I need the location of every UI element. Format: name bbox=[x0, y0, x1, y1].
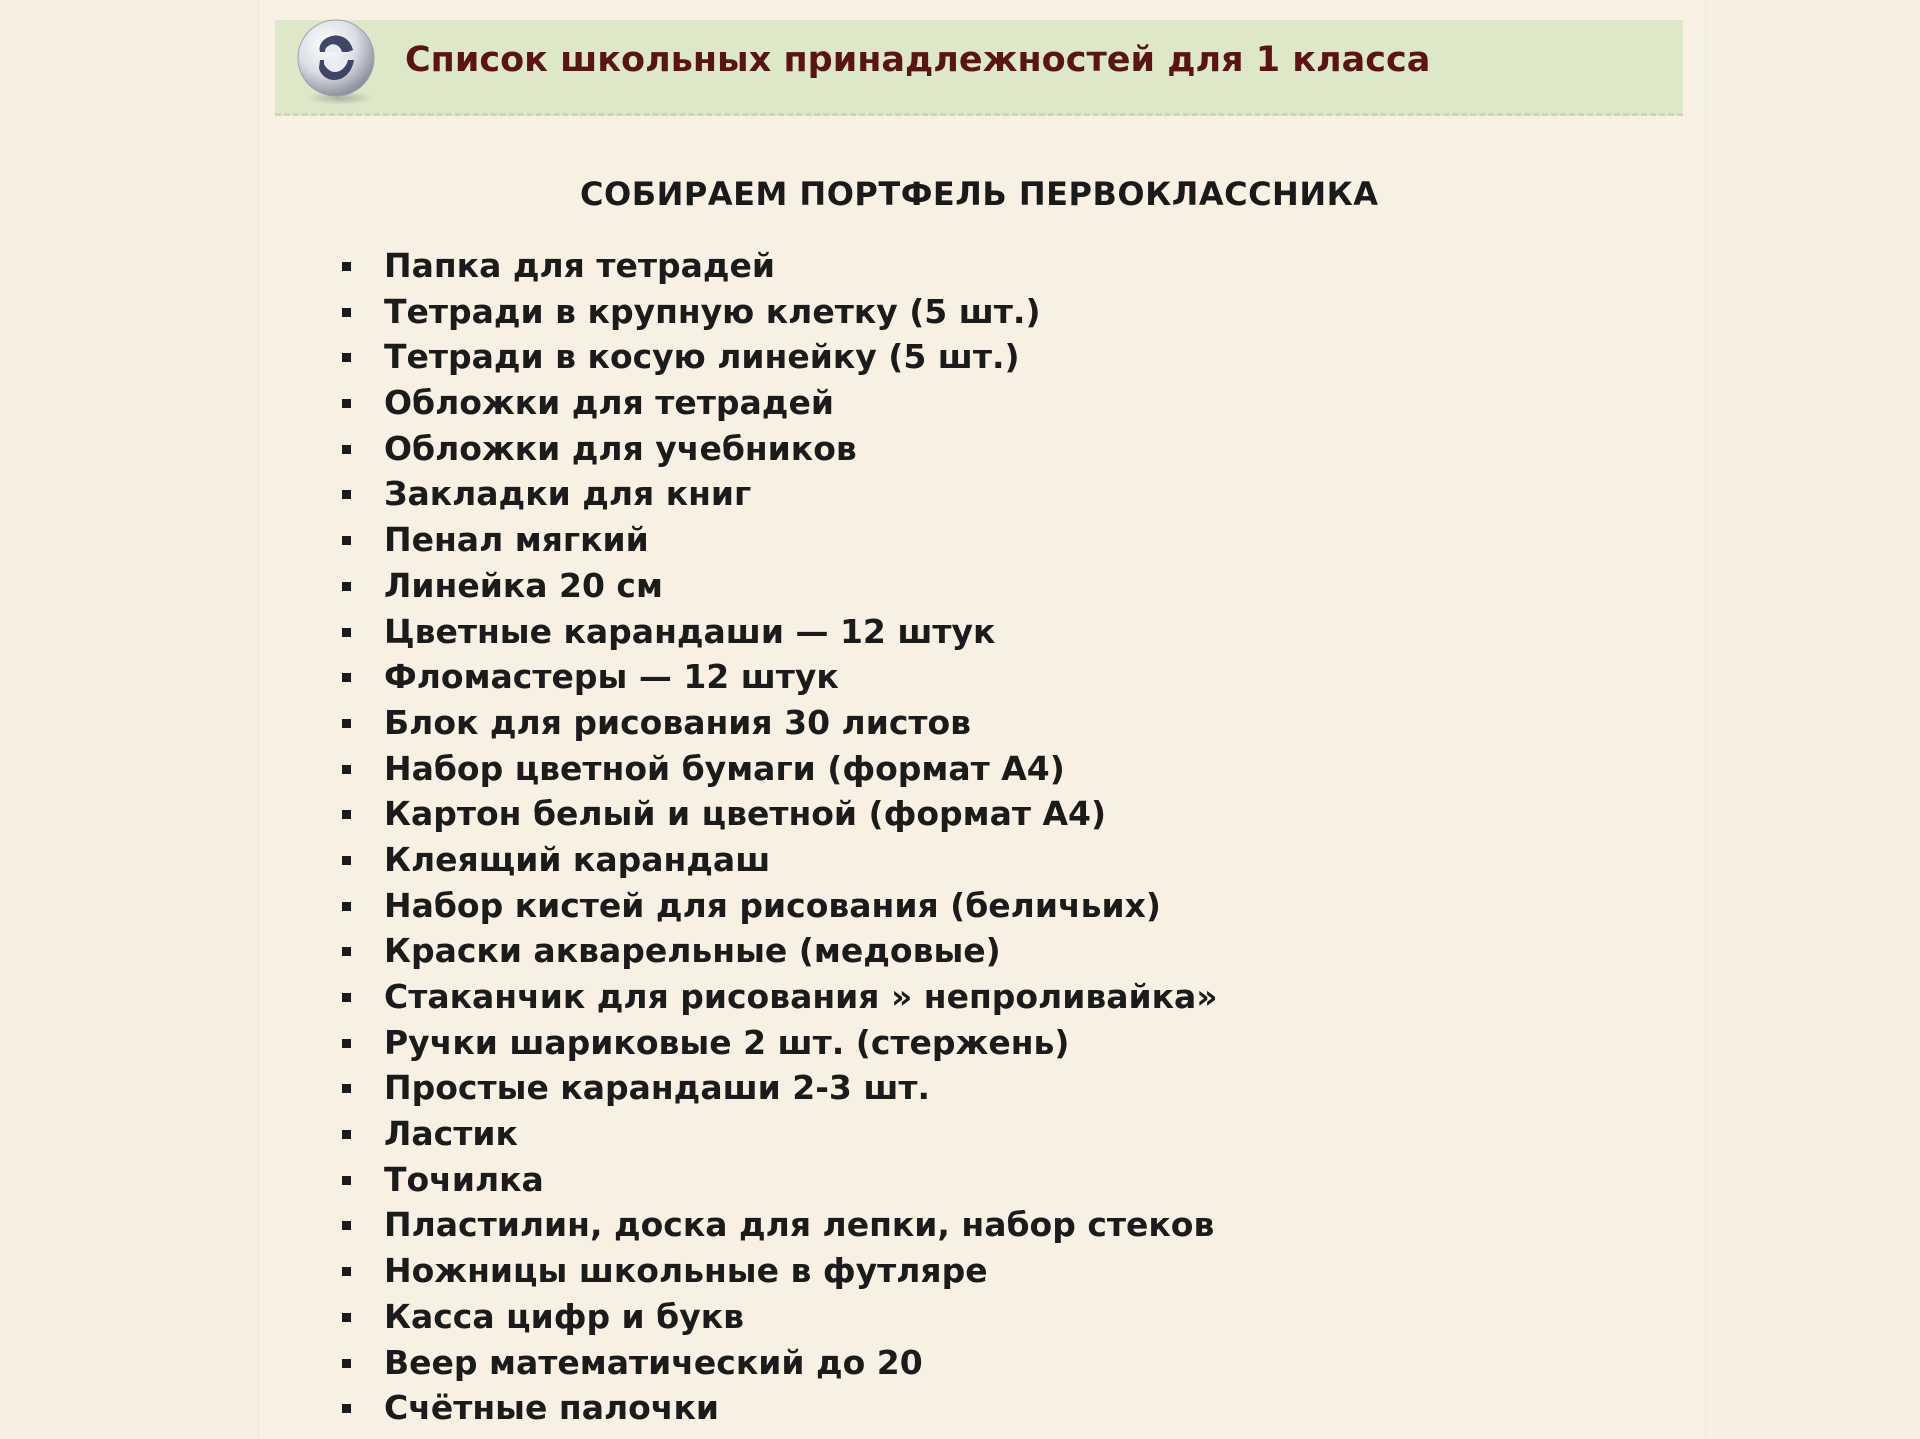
bullet-icon bbox=[342, 262, 351, 271]
bullet-icon bbox=[342, 765, 351, 774]
list-item-text: Тетради в крупную клетку (5 шт.) bbox=[384, 291, 1041, 331]
bullet-icon bbox=[342, 947, 351, 956]
list-item bbox=[340, 1248, 1218, 1294]
list-item-text: Набор цветной бумаги (формат А4) bbox=[384, 748, 1065, 788]
list-item-text: Набор кистей для рисования (беличьих) bbox=[384, 885, 1161, 925]
list-item-text: Линейка 20 см bbox=[384, 565, 663, 605]
bullet-icon bbox=[342, 445, 351, 454]
list-item bbox=[340, 1202, 1218, 1248]
bullet-icon bbox=[342, 1267, 351, 1276]
list-item-text: Веер математический до 20 bbox=[384, 1342, 923, 1382]
list-item bbox=[340, 380, 1218, 426]
list-item bbox=[340, 654, 1218, 700]
list-item bbox=[340, 746, 1218, 792]
bullet-icon bbox=[342, 308, 351, 317]
list-item-text: Обложки для учебников bbox=[384, 428, 857, 468]
list-item-text: Стаканчик для рисования » непроливайка» bbox=[384, 977, 1218, 1016]
supply-list bbox=[340, 243, 1218, 1431]
list-item-text: Касса цифр и букв bbox=[384, 1296, 745, 1336]
list-item bbox=[340, 289, 1218, 335]
list-item-text: Счётные палочки bbox=[384, 1388, 719, 1428]
list-item bbox=[340, 837, 1218, 883]
browser-e-icon bbox=[290, 12, 386, 108]
bullet-icon bbox=[342, 856, 351, 865]
bullet-icon bbox=[342, 673, 351, 682]
list-item bbox=[340, 1385, 1218, 1431]
list-item bbox=[340, 471, 1218, 517]
list-item-text: Краски акварельные (медовые) bbox=[384, 931, 1001, 971]
list-item-text: Клеящий карандаш bbox=[384, 839, 771, 879]
list-item bbox=[340, 974, 1218, 1020]
bullet-icon bbox=[342, 993, 351, 1002]
list-item bbox=[340, 563, 1218, 609]
bullet-icon bbox=[342, 399, 351, 408]
list-item bbox=[340, 334, 1218, 380]
bullet-icon bbox=[342, 490, 351, 499]
list-item-text: Ластик bbox=[384, 1114, 518, 1154]
bullet-icon bbox=[342, 628, 351, 637]
list-item bbox=[340, 928, 1218, 974]
bullet-icon bbox=[342, 719, 351, 728]
bullet-icon bbox=[342, 902, 351, 911]
list-item bbox=[340, 1294, 1218, 1340]
list-item bbox=[340, 517, 1218, 563]
list-item-text: Блок для рисования 30 листов bbox=[384, 702, 972, 742]
list-item-text: Пластилин, доска для лепки, набор стеков bbox=[384, 1205, 1215, 1245]
bullet-icon bbox=[342, 1221, 351, 1230]
list-item bbox=[340, 1340, 1218, 1386]
list-item-text: Пенал мягкий bbox=[384, 520, 649, 560]
list-item-text: Закладки для книг bbox=[384, 474, 752, 514]
list-item bbox=[340, 1065, 1218, 1111]
list-item-text: Папка для тетрадей bbox=[384, 246, 776, 285]
list-item bbox=[340, 1020, 1218, 1066]
list-item-text: Фломастеры — 12 штук bbox=[384, 657, 839, 697]
list-item bbox=[340, 426, 1218, 472]
bullet-icon bbox=[342, 1084, 351, 1093]
list-item bbox=[340, 609, 1218, 655]
section-heading: СОБИРАЕМ ПОРТФЕЛЬ ПЕРВОКЛАССНИКА bbox=[580, 175, 1379, 213]
list-item-text: Картон белый и цветной (формат А4) bbox=[384, 794, 1107, 834]
list-item-text: Ручки шариковые 2 шт. (стержень) bbox=[384, 1022, 1070, 1062]
list-item-text: Тетради в косую линейку (5 шт.) bbox=[384, 337, 1020, 377]
list-item bbox=[340, 243, 1218, 289]
bullet-icon bbox=[342, 1404, 351, 1413]
page-title: Список школьных принадлежностей для 1 класса bbox=[405, 40, 1431, 80]
bullet-icon bbox=[342, 1359, 351, 1368]
list-item-text: Точилка bbox=[384, 1159, 544, 1199]
list-item bbox=[340, 791, 1218, 837]
bullet-icon bbox=[342, 1130, 351, 1139]
list-item-text: Простые карандаши 2-3 шт. bbox=[384, 1068, 931, 1108]
bullet-icon bbox=[342, 1313, 351, 1322]
list-item-text: Обложки для тетрадей bbox=[384, 383, 834, 423]
bullet-icon bbox=[342, 1039, 351, 1048]
list-item bbox=[340, 883, 1218, 929]
bullet-icon bbox=[342, 536, 351, 545]
bullet-icon bbox=[342, 353, 351, 362]
bullet-icon bbox=[342, 1176, 351, 1185]
bullet-icon bbox=[342, 810, 351, 819]
list-item-text: Цветные карандаши — 12 штук bbox=[384, 611, 996, 651]
list-item bbox=[340, 1111, 1218, 1157]
bullet-icon bbox=[342, 582, 351, 591]
list-item bbox=[340, 700, 1218, 746]
list-item bbox=[340, 1157, 1218, 1203]
list-item-text: Ножницы школьные в футляре bbox=[384, 1251, 988, 1291]
